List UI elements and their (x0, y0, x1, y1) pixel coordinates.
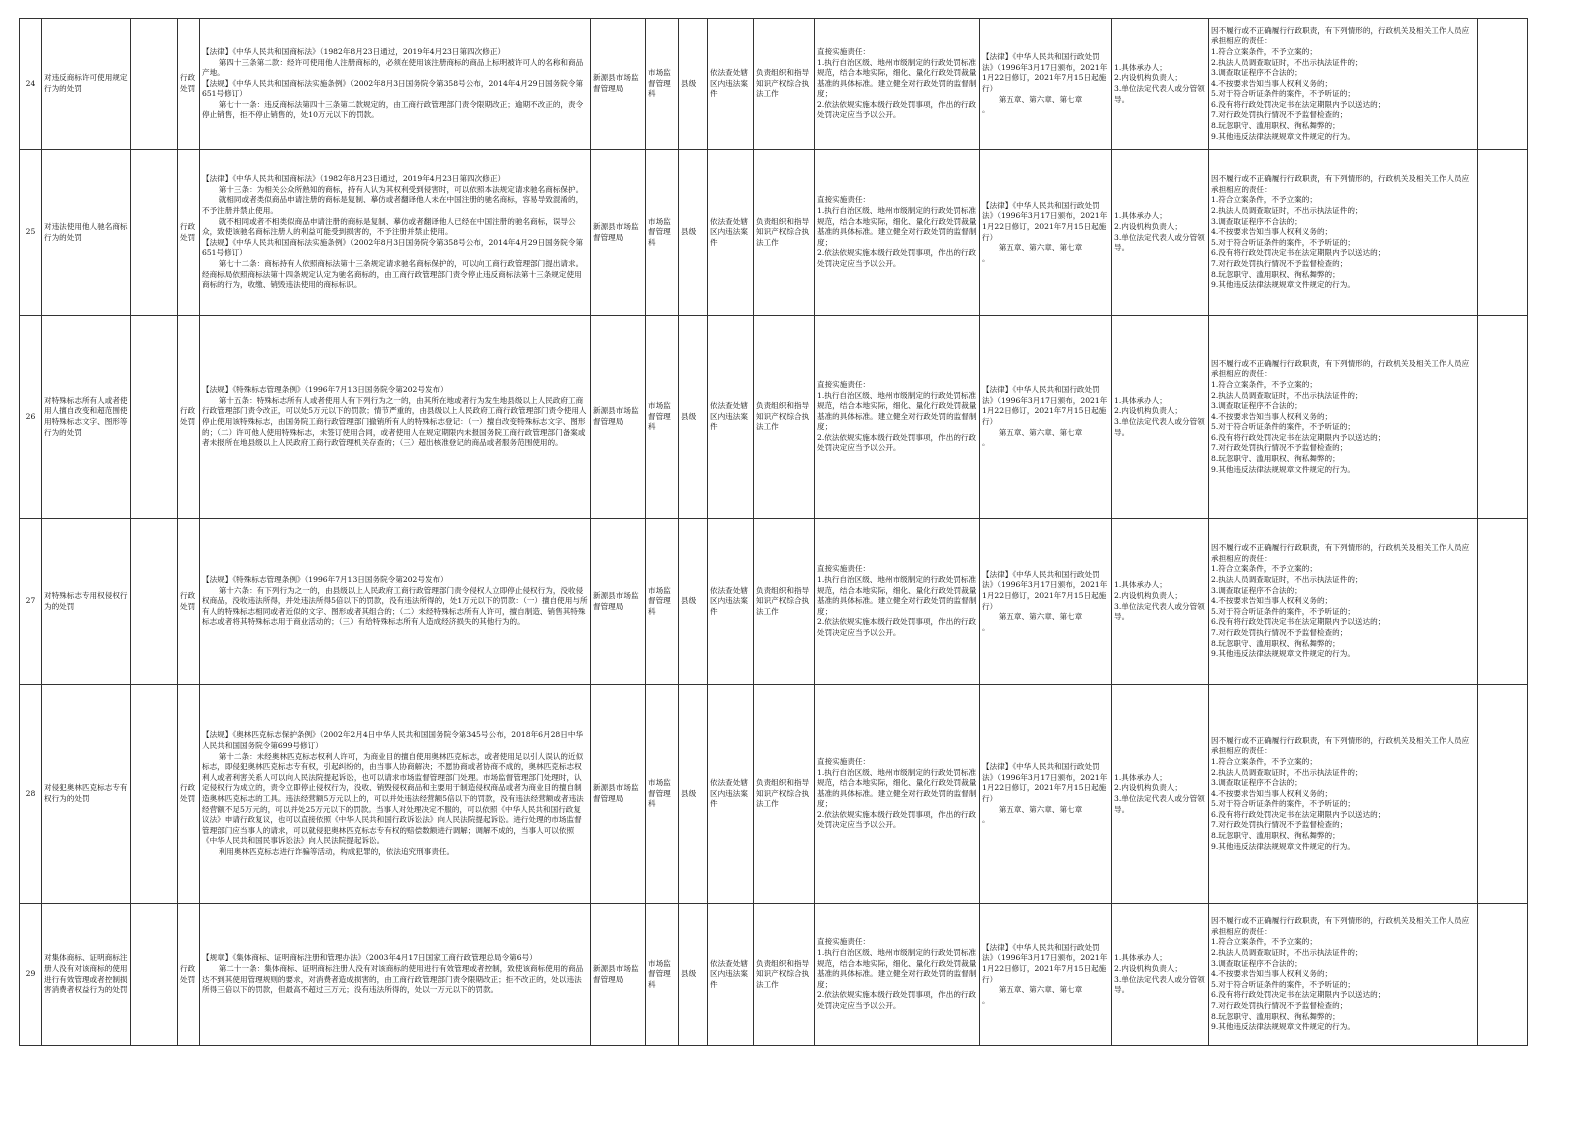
row-number: 29 (20, 904, 42, 1046)
accountability-line: 2.执法人员调查取证时，不出示执法证件的； (1211, 767, 1363, 777)
penalty-law-end: 。 (982, 105, 990, 115)
penalty-law-title: 【法律】《中华人民共和国行政处罚法》（1996年3月17日颁布，2021年1月22日修订，2021年7月15日起施行） (982, 52, 1108, 93)
basis-paragraph: 【法规】《特殊标志管理条例》（1996年7月13日国务院令第202号发布） (202, 385, 448, 395)
accountability-line: 4.不按要求告知当事人权利义务的； (1211, 227, 1333, 237)
accountability-line: 因不履行或不正确履行行政职责，有下列情形的，行政机关及相关工作人员应承担相应的责任： (1211, 174, 1470, 194)
accountability-line: 7.对行政处罚执行情况不予监督检查的； (1211, 627, 1348, 637)
legal-basis-text (202, 174, 588, 291)
enforcement-scope: 依法查处辖区内违法案件 (708, 519, 754, 685)
penalty-law-chapters: 第五章、第六章、第七章 (998, 243, 1083, 253)
responsibility-line: 1.执行自治区级、地州市级制定的行政处罚标准规范，结合本地实际，细化、量化行政处罚裁量基准的具体标准。建立健全对行政处罚的监督制度； (817, 57, 977, 99)
row-number: 28 (20, 685, 42, 904)
basis-paragraph: 【法律】《中华人民共和国商标法》（1982年8月23日通过，2019年4月23日第四次修正） (202, 174, 506, 184)
row-number: 25 (20, 150, 42, 316)
accountability-line: 5.对于符合听证条件的案件，不予听证的； (1211, 606, 1355, 616)
legal-basis (200, 685, 591, 904)
remarks-cell (1478, 316, 1528, 519)
responsibility-line: 1.执行自治区级、地州市级制定的行政处罚标准规范，结合本地实际，细化、量化行政处罚裁量基准的具体标准。建立健全对行政处罚的监督制度； (817, 390, 977, 432)
penalty-law-title: 【法律】《中华人民共和国行政处罚法》（1996年3月17日颁布，2021年1月22日修订，2021年7月15日起施行） (982, 385, 1108, 426)
accountability-line: 4.不按要求告知当事人权利义务的； (1211, 78, 1333, 88)
accountability-line: 9.其他违反法律法规规章文件规定的行为。 (1211, 131, 1355, 141)
responsible-office: 市场监督管理科 (646, 316, 679, 519)
admin-level: 县级 (679, 19, 708, 150)
admin-level: 县级 (679, 150, 708, 316)
accountability-line: 8.玩忽职守、滥用职权、徇私舞弊的； (1211, 269, 1340, 279)
enforcement-scope: 依法查处辖区内违法案件 (708, 150, 754, 316)
responsible-office: 市场监督管理科 (646, 19, 679, 150)
accountability-line: 3.调查取证程序不合法的； (1211, 216, 1302, 226)
responsibility-line: 直接实施责任： (817, 195, 871, 205)
admin-level: 县级 (679, 519, 708, 685)
item-name: 对侵犯奥林匹克标志专有权行为的处罚 (42, 685, 131, 904)
responsibility-line: 2.依法依规实施本级行政处罚事项，作出的行政处罚决定应当予以公开。 (817, 99, 977, 120)
accountability-line: 4.不按要求告知当事人权利义务的； (1211, 969, 1333, 979)
basis-paragraph: 【法规】《特殊标志管理条例》（1996年7月13日国务院令第202号发布） (202, 575, 448, 585)
basis-paragraph: 第七十二条：商标持有人依照商标法第十三条规定请求驰名商标保护的，可以向工商行政管理部门提出请求。经商标局依照商标法第十四条规定认定为驰名商标的，由工商行政管理部门责令停止违反商标法第十三条规定使用商标的行为，收缴、销毁违法使用的商标标识。 (202, 258, 584, 290)
implementing-department: 新源县市场监督管理局 (591, 519, 646, 685)
subject-line: 2.内设机构负责人； (1114, 73, 1182, 83)
accountability-line: 因不履行或不正确履行行政职责，有下列情形的，行政机关及相关工作人员应承担相应的责任： (1211, 916, 1470, 936)
implementing-department: 新源县市场监督管理局 (591, 316, 646, 519)
responsibility-line: 2.依法依规实施本级行政处罚事项，作出的行政处罚决定应当予以公开。 (817, 248, 977, 268)
office-duty: 负责组织和指导知识产权综合执法工作 (754, 316, 815, 519)
legal-basis (200, 19, 591, 150)
responsibility-line: 直接实施责任： (817, 564, 871, 574)
accountability-line: 2.执法人员调查取证时，不出示执法证件的； (1211, 57, 1363, 67)
accountability-line: 因不履行或不正确履行行政职责，有下列情形的，行政机关及相关工作人员应承担相应的责任： (1211, 735, 1470, 756)
subject-line: 1.具体承办人； (1114, 772, 1167, 782)
row-number: 24 (20, 19, 42, 150)
enforcement-scope: 依法查处辖区内违法案件 (708, 685, 754, 904)
responsible-office: 市场监督管理科 (646, 904, 679, 1046)
blank-cell (131, 316, 178, 519)
responsible-office: 市场监督管理科 (646, 150, 679, 316)
implementing-department: 新源县市场监督管理局 (591, 904, 646, 1046)
subject-line: 3.单位法定代表人或分管领导。 (1114, 794, 1205, 814)
accountability-line: 8.玩忽职守、滥用职权、徇私舞弊的； (1211, 121, 1340, 131)
blank-cell (131, 685, 178, 904)
accountability-line: 因不履行或不正确履行行政职责，有下列情形的，行政机关及相关工作人员应承担相应的责任： (1211, 543, 1470, 563)
implementing-department: 新源县市场监督管理局 (591, 150, 646, 316)
remarks-cell (1478, 19, 1528, 150)
accountability-line: 7.对行政处罚执行情况不予监督检查的； (1211, 258, 1348, 268)
basis-paragraph: 【法规】《中华人民共和国商标法实施条例》（2002年8月3日国务院令第358号公布，2014年4月29日国务院令第651号修订） (202, 237, 584, 258)
responsibility-line: 2.依法依规实施本级行政处罚事项，作出的行政处罚决定应当予以公开。 (817, 432, 977, 453)
penalty-law-end: 。 (982, 438, 990, 448)
accountability-line: 1.符合立案条件，不予立案的； (1211, 756, 1317, 766)
table-row (20, 19, 1528, 150)
blank-cell (131, 904, 178, 1046)
accountability-cases (1209, 316, 1478, 519)
item-category: 行政处罚 (178, 904, 200, 1046)
penalty-law-title: 【法律】《中华人民共和国行政处罚法》（1996年3月17日颁布，2021年1月22日修订，2021年7月15日起施行） (982, 942, 1108, 984)
legal-basis-text (202, 730, 588, 857)
accountability-text (1211, 26, 1475, 143)
accountability-line: 4.不按要求告知当事人权利义务的； (1211, 411, 1333, 421)
penalty-law-title: 【法律】《中华人民共和国行政处罚法》（1996年3月17日颁布，2021年1月22日修订，2021年7月15日起施行） (982, 762, 1108, 803)
accountability-line: 2.执法人员调查取证时，不出示执法证件的； (1211, 575, 1363, 585)
subject-line: 3.单位法定代表人或分管领导。 (1114, 601, 1205, 622)
penalty-law-chapters: 第五章、第六章、第七章 (998, 94, 1083, 104)
accountability-line: 6.没有将行政处罚决定书在法定期限内予以送达的； (1211, 809, 1386, 819)
accountability-line: 5.对于符合听证条件的案件，不予听证的； (1211, 237, 1355, 247)
basis-paragraph: 【法规】《中华人民共和国商标法实施条例》（2002年8月3日国务院令第358号公布，2014年4月29日国务院令第651号修订） (202, 78, 584, 99)
row-number: 26 (20, 316, 42, 519)
office-duty: 负责组织和指导知识产权综合执法工作 (754, 904, 815, 1046)
penalty-law-title: 【法律】《中华人民共和国行政处罚法》（1996年3月17日颁布，2021年1月22日修订，2021年7月15日起施行） (982, 569, 1108, 611)
basis-paragraph: 第七十一条：违反商标法第四十三条第二款规定的，由工商行政管理部门责令限期改正；逾期不改正的，责令停止销售，拒不停止销售的，处10万元以下的罚款。 (202, 99, 584, 120)
admin-level: 县级 (679, 316, 708, 519)
remarks-cell (1478, 685, 1528, 904)
office-duty: 负责组织和指导知识产权综合执法工作 (754, 685, 815, 904)
accountability-cases (1209, 19, 1478, 150)
enforcement-scope: 依法查处辖区内违法案件 (708, 19, 754, 150)
accountability-line: 2.执法人员调查取证时，不出示执法证件的； (1211, 206, 1363, 216)
table-row (20, 519, 1528, 685)
legal-basis-text (202, 953, 588, 995)
accountability-line: 5.对于符合听证条件的案件，不予听证的； (1211, 799, 1355, 809)
penalty-law (980, 685, 1112, 904)
legal-basis (200, 150, 591, 316)
accountability-line: 3.调查取证程序不合法的； (1211, 778, 1302, 788)
responsible-subjects (1112, 150, 1209, 316)
responsibility-line: 直接实施责任： (817, 756, 871, 766)
admin-level: 县级 (679, 904, 708, 1046)
basis-paragraph: 第十二条：未经奥林匹克标志权利人许可，为商业目的擅自使用奥林匹克标志，或者使用足以引人误认的近似标志，即侵犯奥林匹克标志专有权，引起纠纷的，由当事人协商解决；不愿协商或者协商不成的，奥林匹克标志权利人或者利害关系人可以向人民法院提起诉讼，也可以请求市场监督管理部门处理。市场监督管理部门处理时，认定侵权行为成立的，责令立即停止侵权行为，没收、销毁侵权商品和主要用于制造侵权商品或者为商业目的擅自制造奥林匹克标志的工具。违法经营额5万元以上的，可以并处违法经营额5倍以下的罚款，没有违法经营额或者违法经营额不足5万元的，可以并处25万元以下的罚款。当事人对处理决定不服的，可以依照《中华人民共和国行政复议法》申请行政复议，也可以直接依照《中华人民共和国行政诉讼法》向人民法院提起诉讼。进行处理的市场监督管理部门应当事人的请求，可以就侵犯奥林匹克标志专有权的赔偿数额进行调解；调解不成的，当事人可以依照《中华人民共和国民事诉讼法》向人民法院提起诉讼。 (202, 751, 584, 846)
table-row (20, 150, 1528, 316)
responsibility-line: 1.执行自治区级、地州市级制定的行政处罚标准规范，结合本地实际，细化、量化行政处罚裁量基准的具体标准。建立健全对行政处罚的监督制度； (817, 206, 977, 247)
legal-basis (200, 904, 591, 1046)
item-name: 对违法使用他人驰名商标行为的处罚 (42, 150, 131, 316)
responsibility-table (19, 18, 1528, 1046)
accountability-text (1211, 543, 1475, 660)
table-row (20, 904, 1528, 1046)
item-category: 行政处罚 (178, 685, 200, 904)
subject-line: 2.内设机构负责人； (1114, 221, 1182, 231)
accountability-line: 5.对于符合听证条件的案件，不予听证的； (1211, 979, 1355, 989)
penalty-law-chapters: 第五章、第六章、第七章 (998, 804, 1083, 814)
penalty-law (980, 150, 1112, 316)
penalty-law-title: 【法律】《中华人民共和国行政处罚法》（1996年3月17日颁布，2021年1月22日修订，2021年7月15日起施行） (982, 200, 1108, 242)
admin-level: 县级 (679, 685, 708, 904)
subject-line: 2.内设机构负责人； (1114, 783, 1182, 793)
item-category: 行政处罚 (178, 316, 200, 519)
subject-line: 1.具体承办人； (1114, 395, 1167, 405)
accountability-line: 因不履行或不正确履行行政职责，有下列情形的，行政机关及相关工作人员应承担相应的责任： (1211, 25, 1470, 46)
accountability-line: 9.其他违反法律法规规章文件规定的行为。 (1211, 464, 1355, 474)
responsibility-line: 1.执行自治区级、地州市级制定的行政处罚标准规范，结合本地实际，细化、量化行政处罚裁量基准的具体标准。建立健全对行政处罚的监督制度； (817, 767, 977, 809)
legal-basis-text (202, 575, 588, 628)
item-name: 对违反商标许可使用规定行为的处罚 (42, 19, 131, 150)
accountability-line: 4.不按要求告知当事人权利义务的； (1211, 596, 1333, 606)
subject-line: 3.单位法定代表人或分管领导。 (1114, 84, 1205, 104)
penalty-law-end: 。 (982, 622, 990, 632)
responsibility-line: 直接实施责任： (817, 46, 871, 56)
responsibility-line: 2.依法依规实施本级行政处罚事项，作出的行政处罚决定应当予以公开。 (817, 990, 977, 1010)
basis-paragraph: 【法律】《中华人民共和国商标法》（1982年8月23日通过，2019年4月23日第四次修正） (202, 46, 506, 56)
accountability-line: 7.对行政处罚执行情况不予监督检查的； (1211, 443, 1348, 453)
row-number: 27 (20, 519, 42, 685)
item-name: 对特殊标志所有人或者使用人擅自改变和超范围使用特殊标志文字、图形等行为的处罚 (42, 316, 131, 519)
office-duty: 负责组织和指导知识产权综合执法工作 (754, 519, 815, 685)
penalty-law-end: 。 (982, 253, 990, 263)
remarks-cell (1478, 519, 1528, 685)
office-duty: 负责组织和指导知识产权综合执法工作 (754, 150, 815, 316)
penalty-law (980, 19, 1112, 150)
subject-line: 3.单位法定代表人或分管领导。 (1114, 232, 1205, 253)
accountability-text (1211, 916, 1475, 1033)
item-name: 对特殊标志专用权侵权行为的处罚 (42, 519, 131, 685)
basis-paragraph: 就相同或者类似商品申请注册的商标是复制、摹仿或者翻译他人未在中国注册的驰名商标，容易导致混淆的，不予注册并禁止使用。 (202, 195, 584, 216)
basis-paragraph: 第十五条：特殊标志所有人或者使用人有下列行为之一的，由其所在地或者行为发生地县级以上人民政府工商行政管理部门责令改正，可以处5万元以下的罚款；情节严重的，由县级以上人民政府工商行政管理部门责令使用人停止使用该特殊标志，由国务院工商行政管理部门撤销所有人的特殊标志登记：（一）擅自改变特殊标志文字、图形的；（二）许可他人使用特殊标志，未签订使用合同，或者使用人在规定期限内未报国务院工商行政管理部门备案或者未报所在地县级以上人民政府工商行政管理机关存查的；（三）超出核准登记的商品或者服务范围使用的。 (202, 395, 587, 448)
accountability-text (1211, 174, 1475, 291)
responsibility-line: 直接实施责任： (817, 937, 871, 947)
accountability-text (1211, 736, 1475, 853)
responsible-subjects (1112, 316, 1209, 519)
accountability-line: 5.对于符合听证条件的案件，不予听证的； (1211, 89, 1355, 99)
accountability-line: 1.符合立案条件，不予立案的； (1211, 564, 1317, 574)
accountability-line: 9.其他违反法律法规规章文件规定的行为。 (1211, 841, 1355, 851)
item-name: 对集体商标、证明商标注册人没有对该商标的使用进行有效管理或者控制损害消费者权益行为的处罚 (42, 904, 131, 1046)
responsibility-items (815, 904, 980, 1046)
responsible-subjects (1112, 904, 1209, 1046)
implementing-department: 新源县市场监督管理局 (591, 19, 646, 150)
responsibility-items (815, 316, 980, 519)
responsibility-items (815, 19, 980, 150)
accountability-line: 3.调查取证程序不合法的； (1211, 585, 1302, 595)
legal-basis (200, 316, 591, 519)
subject-line: 1.具体承办人； (1114, 953, 1167, 963)
responsibility-items (815, 150, 980, 316)
responsibility-items (815, 519, 980, 685)
accountability-line: 6.没有将行政处罚决定书在法定期限内予以送达的； (1211, 99, 1386, 109)
accountability-line: 6.没有将行政处罚决定书在法定期限内予以送达的； (1211, 990, 1386, 1000)
remarks-cell (1478, 904, 1528, 1046)
subject-line: 2.内设机构负责人； (1114, 963, 1182, 973)
accountability-line: 2.执法人员调查取证时，不出示执法证件的； (1211, 948, 1363, 958)
subject-line: 1.具体承办人； (1114, 580, 1167, 590)
subject-line: 1.具体承办人； (1114, 211, 1167, 221)
responsibility-line: 直接实施责任： (817, 379, 871, 389)
responsibility-items (815, 685, 980, 904)
accountability-line: 7.对行政处罚执行情况不予监督检查的； (1211, 820, 1348, 830)
accountability-text (1211, 359, 1475, 476)
accountability-line: 6.没有将行政处罚决定书在法定期限内予以送达的； (1211, 432, 1386, 442)
penalty-law-chapters: 第五章、第六章、第七章 (998, 612, 1083, 622)
responsibility-line: 1.执行自治区级、地州市级制定的行政处罚标准规范，结合本地实际，细化、量化行政处罚裁量基准的具体标准。建立健全对行政处罚的监督制度； (817, 948, 977, 989)
remarks-cell (1478, 150, 1528, 316)
subject-line: 1.具体承办人； (1114, 62, 1167, 72)
accountability-line: 5.对于符合听证条件的案件，不予听证的； (1211, 422, 1355, 432)
table-row (20, 685, 1528, 904)
item-category: 行政处罚 (178, 19, 200, 150)
accountability-line: 6.没有将行政处罚决定书在法定期限内予以送达的； (1211, 617, 1386, 627)
implementing-department: 新源县市场监督管理局 (591, 685, 646, 904)
penalty-law (980, 316, 1112, 519)
item-category: 行政处罚 (178, 150, 200, 316)
basis-paragraph: 第二十一条：集体商标、证明商标注册人没有对该商标的使用进行有效管理或者控制，致使该商标使用的商品达不到其使用管理规则的要求，对消费者造成损害的，由工商行政管理部门责令限期改正；拒不改正的，处以违法所得三倍以下的罚款，但最高不超过三万元；没有违法所得的，处以一万元以下的罚款。 (202, 963, 584, 995)
enforcement-scope: 依法查处辖区内违法案件 (708, 904, 754, 1046)
accountability-line: 2.执法人员调查取证时，不出示执法证件的； (1211, 390, 1363, 400)
accountability-line: 8.玩忽职守、滥用职权、徇私舞弊的； (1211, 638, 1340, 648)
penalty-law-end: 。 (982, 995, 990, 1005)
blank-cell (131, 19, 178, 150)
basis-paragraph: 第四十三条第二款：经许可使用他人注册商标的，必须在使用该注册商标的商品上标明被许可人的名称和商品产地。 (202, 57, 584, 78)
basis-paragraph: 利用奥林匹克标志进行诈骗等活动，构成犯罪的，依法追究刑事责任。 (218, 846, 455, 856)
enforcement-scope: 依法查处辖区内违法案件 (708, 316, 754, 519)
accountability-cases (1209, 685, 1478, 904)
blank-cell (131, 519, 178, 685)
accountability-line: 8.玩忽职守、滥用职权、徇私舞弊的； (1211, 831, 1340, 841)
table-row (20, 316, 1528, 519)
item-category: 行政处罚 (178, 519, 200, 685)
penalty-law (980, 904, 1112, 1046)
accountability-cases (1209, 519, 1478, 685)
responsibility-line: 1.执行自治区级、地州市级制定的行政处罚标准规范，结合本地实际，细化、量化行政处罚裁量基准的具体标准。建立健全对行政处罚的监督制度； (817, 575, 977, 616)
penalty-law (980, 519, 1112, 685)
blank-cell (131, 150, 178, 316)
accountability-line: 1.符合立案条件，不予立案的； (1211, 379, 1317, 389)
accountability-line: 9.其他违反法律法规规章文件规定的行为。 (1211, 1022, 1355, 1032)
penalty-law-end: 。 (982, 815, 990, 825)
accountability-line: 8.玩忽职守、滥用职权、徇私舞弊的； (1211, 454, 1340, 464)
responsibility-line: 2.依法依规实施本级行政处罚事项，作出的行政处罚决定应当予以公开。 (817, 617, 977, 637)
subject-line: 3.单位法定代表人或分管领导。 (1114, 974, 1205, 995)
accountability-line: 6.没有将行政处罚决定书在法定期限内予以送达的； (1211, 248, 1386, 258)
accountability-line: 7.对行政处罚执行情况不予监督检查的； (1211, 1000, 1348, 1010)
accountability-line: 1.符合立案条件，不予立案的； (1211, 46, 1317, 56)
accountability-line: 9.其他违反法律法规规章文件规定的行为。 (1211, 280, 1355, 290)
accountability-line: 3.调查取证程序不合法的； (1211, 958, 1302, 968)
accountability-line: 8.玩忽职守、滥用职权、徇私舞弊的； (1211, 1011, 1340, 1021)
basis-paragraph: 第十六条：有下列行为之一的，由县级以上人民政府工商行政管理部门责令侵权人立即停止侵权行为，没收侵权商品，没收违法所得，并处违法所得5倍以下的罚款，没有违法所得的，处1万元以下的罚款：（一）擅自使用与所有人的特殊标志相同或者近似的文字、图形或者其组合的；（二）未经特殊标志所有人许可，擅自制造、销售其特殊标志或者将其特殊标志用于商业活动的；（三）有给特殊标志所有人造成经济损失的其他行为的。 (202, 585, 588, 627)
legal-basis-text (202, 385, 588, 449)
responsible-office: 市场监督管理科 (646, 685, 679, 904)
responsible-subjects (1112, 19, 1209, 150)
accountability-line: 9.其他违反法律法规规章文件规定的行为。 (1211, 649, 1355, 659)
legal-basis (200, 519, 591, 685)
accountability-line: 1.符合立案条件，不予立案的； (1211, 195, 1317, 205)
accountability-line: 4.不按要求告知当事人权利义务的； (1211, 788, 1333, 798)
penalty-law-chapters: 第五章、第六章、第七章 (998, 427, 1083, 437)
responsible-subjects (1112, 685, 1209, 904)
accountability-cases (1209, 904, 1478, 1046)
office-duty: 负责组织和指导知识产权综合执法工作 (754, 19, 815, 150)
table-body (20, 19, 1528, 1046)
legal-basis-text (202, 47, 588, 121)
subject-line: 2.内设机构负责人； (1114, 406, 1182, 416)
responsibility-line: 2.依法依规实施本级行政处罚事项，作出的行政处罚决定应当予以公开。 (817, 809, 977, 830)
accountability-line: 1.符合立案条件，不予立案的； (1211, 937, 1317, 947)
subject-line: 2.内设机构负责人； (1114, 590, 1182, 600)
accountability-cases (1209, 150, 1478, 316)
basis-paragraph: 【法规】《奥林匹克标志保护条例》（2002年2月4日中华人民共和国国务院令第345号公布，2018年6月28日中华人民共和国国务院令第699号修订） (202, 730, 584, 751)
accountability-line: 7.对行政处罚执行情况不予监督检查的； (1211, 110, 1348, 120)
accountability-line: 3.调查取证程序不合法的； (1211, 401, 1302, 411)
responsible-subjects (1112, 519, 1209, 685)
accountability-line: 因不履行或不正确履行行政职责，有下列情形的，行政机关及相关工作人员应承担相应的责任： (1211, 358, 1470, 379)
accountability-line: 3.调查取证程序不合法的； (1211, 68, 1302, 78)
responsible-office: 市场监督管理科 (646, 519, 679, 685)
penalty-law-chapters: 第五章、第六章、第七章 (998, 985, 1083, 995)
basis-paragraph: 第十三条：为相关公众所熟知的商标，持有人认为其权利受到侵害时，可以依照本法规定请求驰名商标保护。 (218, 184, 584, 194)
subject-line: 3.单位法定代表人或分管领导。 (1114, 417, 1205, 437)
basis-paragraph: 就不相同或者不相类似商品申请注册的商标是复制、摹仿或者翻译他人已经在中国注册的驰名商标，误导公众，致使该驰名商标注册人的利益可能受到损害的，不予注册并禁止使用。 (202, 216, 576, 237)
basis-paragraph: 【规章】《集体商标、证明商标注册和管理办法》（2003年4月17日国家工商行政管理总局令第6号） (202, 953, 537, 963)
